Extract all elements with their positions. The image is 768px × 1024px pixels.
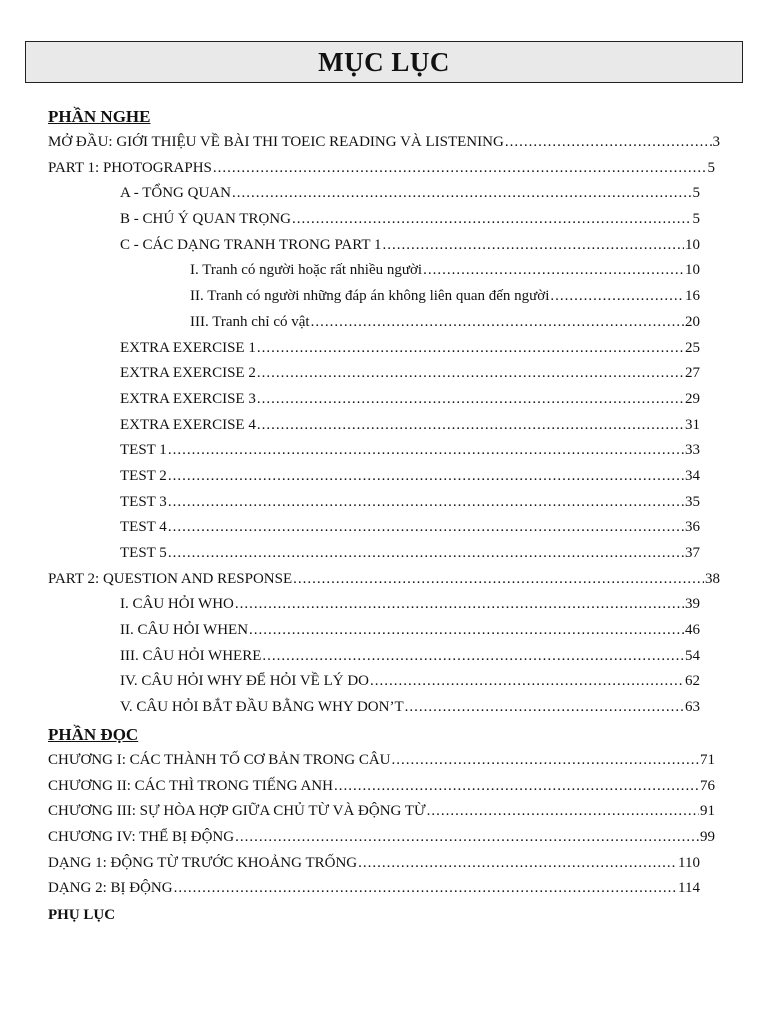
- dot-leader: [213, 156, 707, 182]
- toc-entry-title: TEST 2: [120, 467, 167, 484]
- toc-entry-page: 5: [692, 211, 700, 228]
- toc-entry-page: 114: [678, 880, 700, 897]
- toc-entry-page: 63: [685, 699, 700, 716]
- toc-entry-title: III. Tranh chỉ có vật: [190, 313, 310, 330]
- toc-entry-title: V. CÂU HỎI BẮT ĐẦU BẰNG WHY DON’T: [120, 699, 404, 716]
- toc-entry[interactable]: [48, 284, 700, 310]
- toc-entry-page: 46: [685, 622, 700, 639]
- toc-entry[interactable]: [48, 310, 700, 336]
- dot-leader: [505, 130, 712, 156]
- toc-entry-title: EXTRA EXERCISE 2: [120, 365, 256, 382]
- toc-entry-title: EXTRA EXERCISE 4: [120, 416, 256, 433]
- dot-leader: [249, 618, 684, 644]
- toc-entry-page: 36: [685, 519, 700, 536]
- toc-entry-page: 71: [700, 751, 715, 768]
- toc-entry[interactable]: [48, 799, 715, 825]
- toc-entry-page: 35: [685, 493, 700, 510]
- dot-leader: [257, 336, 684, 362]
- toc-entry-page: 34: [685, 467, 700, 484]
- dot-leader: [168, 541, 684, 567]
- toc-entry-page: 3: [712, 134, 720, 150]
- toc-entry[interactable]: [48, 644, 700, 670]
- toc-entry-title: II. Tranh có người những đáp án không liên quan đến người: [190, 288, 550, 305]
- toc-entry-page: 25: [685, 339, 700, 356]
- dot-leader: [550, 284, 684, 310]
- toc-entry-title: PART 1: PHOTOGRAPHS: [48, 159, 212, 176]
- toc-entry-title: CHƯƠNG II: CÁC THÌ TRONG TIẾNG ANH: [48, 777, 333, 794]
- toc-entry-page: 99: [700, 828, 715, 845]
- toc-entry-title: TEST 5: [120, 545, 167, 561]
- toc-entry-page: 39: [685, 596, 700, 613]
- table-of-contents: [48, 104, 722, 928]
- toc-entry-page: 27: [685, 365, 700, 382]
- toc-entry[interactable]: [48, 618, 700, 644]
- page-title: MỤC LỤC: [318, 46, 450, 77]
- toc-entry-title: EXTRA EXERCISE 1: [120, 339, 256, 356]
- toc-entry-page: 38: [705, 570, 720, 587]
- toc-entry-title: TEST 1: [120, 442, 167, 459]
- dot-leader: [235, 592, 684, 618]
- dot-leader: [358, 851, 677, 877]
- toc-entry-page: 5: [707, 159, 715, 176]
- toc-entry-title: II. CÂU HỎI WHEN: [120, 622, 249, 639]
- toc-entry-title: III. CÂU HỎI WHERE: [120, 647, 262, 664]
- dot-leader: [168, 515, 684, 541]
- toc-entry[interactable]: [48, 387, 700, 413]
- dot-leader: [370, 669, 684, 695]
- toc-entry[interactable]: [48, 207, 700, 233]
- toc-entry-title: EXTRA EXERCISE 3: [120, 390, 256, 407]
- toc-entry[interactable]: [48, 592, 700, 618]
- toc-entry-page: 10: [685, 236, 700, 253]
- toc-entry-page: 37: [685, 545, 700, 561]
- toc-entry[interactable]: [48, 413, 700, 439]
- dot-leader: [232, 181, 692, 207]
- dot-leader: [257, 361, 684, 387]
- toc-entry-page: 91: [700, 803, 715, 820]
- dot-leader: [235, 825, 699, 851]
- toc-entry[interactable]: [48, 233, 700, 259]
- dot-leader: [168, 490, 684, 516]
- dot-leader: [293, 567, 704, 593]
- toc-entry-title: I. CÂU HỎI WHO: [120, 596, 234, 613]
- toc-entry[interactable]: [48, 876, 700, 902]
- dot-leader: [383, 233, 684, 259]
- toc-entry-title: I. Tranh có người hoặc rất nhiều người: [190, 262, 423, 279]
- toc-entry-page: 5: [692, 185, 700, 202]
- toc-entry-page: 31: [685, 416, 700, 433]
- toc-entry[interactable]: [48, 567, 720, 593]
- toc-entry[interactable]: [48, 361, 700, 387]
- dot-leader: [168, 438, 684, 464]
- toc-entry-page: 54: [685, 647, 700, 664]
- toc-entry-page: 33: [685, 442, 700, 459]
- dot-leader: [392, 748, 700, 774]
- toc-entry-title: TEST 3: [120, 493, 167, 510]
- section-heading-listening: PHẦN NGHE: [48, 107, 151, 126]
- dot-leader: [423, 258, 684, 284]
- toc-entry[interactable]: [48, 541, 700, 567]
- toc-entry[interactable]: [48, 130, 720, 156]
- dot-leader: [334, 774, 699, 800]
- toc-entry-page: 20: [685, 313, 700, 330]
- dot-leader: [311, 310, 684, 336]
- toc-entry-page: 16: [685, 288, 700, 305]
- toc-entry[interactable]: [48, 181, 700, 207]
- toc-entry-title: B - CHÚ Ý QUAN TRỌNG: [120, 211, 291, 228]
- toc-entry-page: 76: [700, 777, 715, 794]
- toc-entry-title: CHƯƠNG I: CÁC THÀNH TỐ CƠ BẢN TRONG CÂU: [48, 751, 391, 768]
- toc-entry-page: 110: [678, 854, 700, 871]
- toc-entry-title: TEST 4: [120, 519, 167, 536]
- dot-leader: [292, 207, 692, 233]
- dot-leader: [262, 644, 684, 670]
- toc-entry[interactable]: [48, 515, 700, 541]
- dot-leader: [257, 413, 684, 439]
- dot-leader: [168, 464, 684, 490]
- toc-entry-title: DẠNG 1: ĐỘNG TỪ TRƯỚC KHOẢNG TRỐNG: [48, 854, 358, 871]
- toc-entry-title: A - TỔNG QUAN: [120, 185, 231, 202]
- toc-entry[interactable]: [48, 438, 700, 464]
- toc-entry-title: PART 2: QUESTION AND RESPONSE: [48, 570, 293, 587]
- toc-entry[interactable]: [48, 851, 700, 877]
- toc-entry[interactable]: [48, 695, 700, 721]
- appendix-heading: PHỤ LỤC: [48, 906, 116, 923]
- toc-entry-title: C - CÁC DẠNG TRANH TRONG PART 1: [120, 236, 382, 253]
- dot-leader: [257, 387, 684, 413]
- toc-entry-title: MỞ ĐẦU: GIỚI THIỆU VỀ BÀI THI TOEIC READING VÀ LISTENING: [48, 134, 504, 150]
- toc-entry[interactable]: [48, 156, 715, 182]
- toc-entry[interactable]: [48, 336, 700, 362]
- toc-entry-page: 62: [685, 673, 700, 690]
- toc-entry-title: IV. CÂU HỎI WHY ĐỂ HỎI VỀ LÝ DO: [120, 673, 370, 690]
- toc-entry-title: CHƯƠNG III: SỰ HÒA HỢP GIỮA CHỦ TỪ VÀ ĐỘNG TỪ: [48, 803, 426, 820]
- toc-entry-title: CHƯƠNG IV: THỂ BỊ ĐỘNG: [48, 828, 235, 845]
- section-heading-reading: PHẦN ĐỌC: [48, 724, 139, 744]
- toc-entry[interactable]: [48, 490, 700, 516]
- toc-entry[interactable]: [48, 774, 715, 800]
- toc-entry[interactable]: [48, 464, 700, 490]
- toc-entry[interactable]: [48, 669, 700, 695]
- toc-entry-page: 10: [685, 262, 700, 279]
- toc-entry-page: 29: [685, 390, 700, 407]
- dot-leader: [174, 876, 677, 902]
- title-box: [25, 41, 743, 83]
- toc-entry[interactable]: [48, 748, 715, 774]
- toc-entry[interactable]: [48, 258, 700, 284]
- dot-leader: [427, 799, 699, 825]
- toc-entry-title: DẠNG 2: BỊ ĐỘNG: [48, 880, 173, 897]
- dot-leader: [405, 695, 684, 721]
- toc-entry[interactable]: [48, 825, 715, 851]
